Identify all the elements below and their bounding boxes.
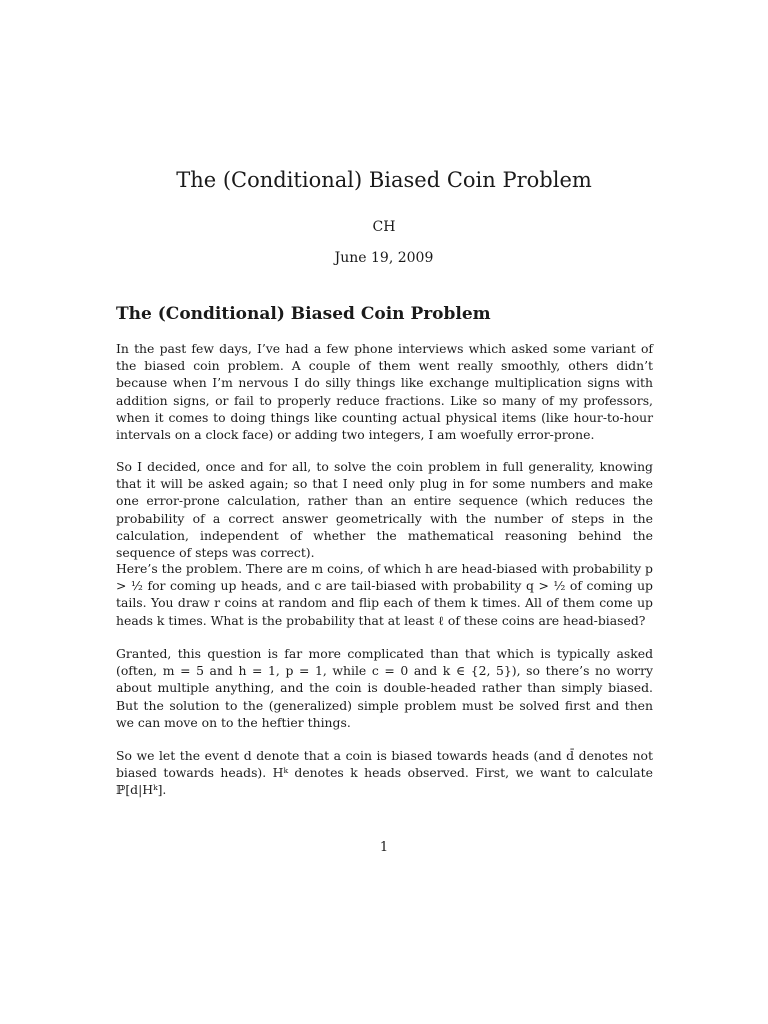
paragraph-problem-statement: Here’s the problem. There are m coins, of which h are head-biased with probability p > ½ for coming up heads, and c are tail-biased with probability q > ½ of coming up tails. You draw r coins at random and flip each of them k times. All of them come up heads k times. What is the probability that at least ℓ of these coins are head-biased?: [116, 561, 653, 628]
document-author: CH: [372, 219, 396, 235]
paragraph-intro: In the past few days, I’ve had a few phone interviews which asked some variant of the biased coin problem. A couple of them went really smoothly, others didn’t because when I’m nervous I do silly things like exchange multiplication signs with addition signs, or fail to properly reduce fractions. Like so many of my professors, when it comes to doing things like counting actual physical items (like hour-to-hour intervals on a clock face) or adding two integers, I am woefully error-prone.: [116, 341, 653, 443]
document-date: June 19, 2009: [334, 250, 434, 266]
page-number: 1: [379, 840, 389, 855]
paragraph-motivation: So I decided, once and for all, to solve the coin problem in full generality, knowing that it will be asked again; so that I need only plug in for some numbers and make one error-prone calculation, rather than an entire sequence (which reduces the probability of a correct answer geometrically with the number of steps in the calculation, independent of whether the mathematical reasoning behind the sequence of steps was correct).: [116, 459, 653, 561]
document-title: The (Conditional) Biased Coin Problem: [176, 168, 592, 192]
paragraph-notation: So we let the event d denote that a coin is biased towards heads (and d̄ denotes not biased towards heads). Hᵏ denotes k heads observed. First, we want to calculate ℙ[d|Hᵏ].: [116, 748, 653, 798]
paragraph-simplification: Granted, this question is far more complicated than that which is typically asked (often, m = 5 and h = 1, p = 1, while c = 0 and k ∈ {2, 5}), so there’s no worry about multiple anything, and the coin is double-headed rather than simply biased. But the solution to the (generalized) simple problem must be solved first and then we can move on to the heftier things.: [116, 646, 653, 730]
section-title: The (Conditional) Biased Coin Problem: [116, 304, 491, 324]
